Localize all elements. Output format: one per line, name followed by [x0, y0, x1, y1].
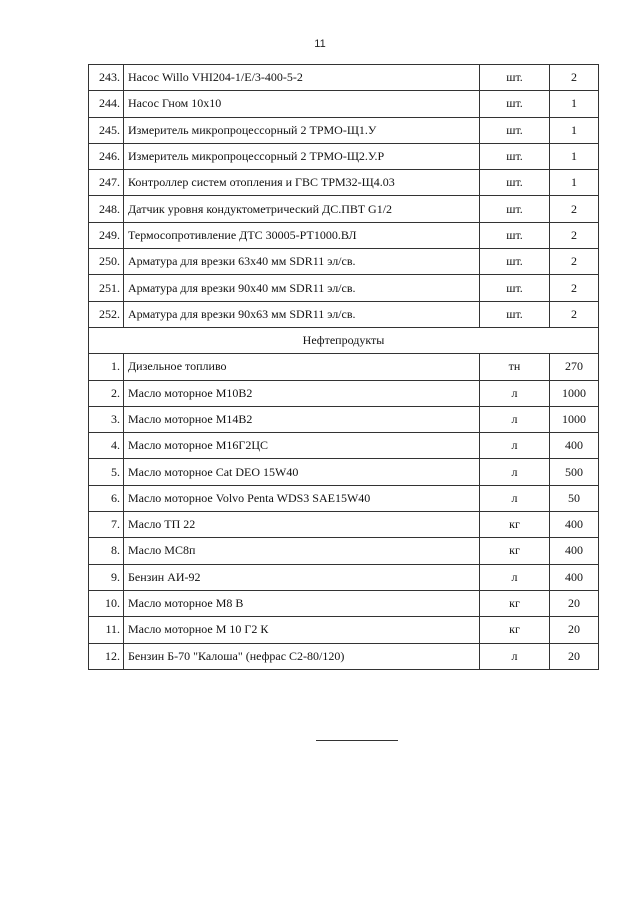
item-quantity: 400: [550, 564, 599, 590]
item-name: Масло моторное М10В2: [124, 380, 480, 406]
item-name: Арматура для врезки 90х40 мм SDR11 эл/св.: [124, 275, 480, 301]
row-number: 12.: [89, 643, 124, 669]
table-row: [89, 538, 599, 564]
row-number: 249.: [89, 222, 124, 248]
item-unit: шт.: [480, 301, 550, 327]
table-row: [89, 643, 599, 669]
item-quantity: 1: [550, 117, 599, 143]
item-unit: кг: [480, 512, 550, 538]
item-quantity: 500: [550, 459, 599, 485]
item-unit: шт.: [480, 275, 550, 301]
item-name: Масло моторное М14В2: [124, 406, 480, 432]
table-row: [89, 249, 599, 275]
item-unit: шт.: [480, 196, 550, 222]
row-number: 6.: [89, 485, 124, 511]
item-name: Термосопротивление ДТС 30005-РТ1000.ВЛ: [124, 222, 480, 248]
item-unit: шт.: [480, 143, 550, 169]
item-unit: шт.: [480, 170, 550, 196]
item-quantity: 1000: [550, 380, 599, 406]
table-row: [89, 459, 599, 485]
table-row: [89, 564, 599, 590]
row-number: 251.: [89, 275, 124, 301]
item-quantity: 2: [550, 196, 599, 222]
item-unit: л: [480, 459, 550, 485]
page-number: 11: [314, 38, 326, 50]
item-unit: л: [480, 433, 550, 459]
table-row: [89, 65, 599, 91]
item-name: Масло моторное М 10 Г2 К: [124, 617, 480, 643]
item-quantity: 1000: [550, 406, 599, 432]
item-quantity: 270: [550, 354, 599, 380]
table-row: [89, 590, 599, 616]
item-name: Масло моторное Cat DEO 15W40: [124, 459, 480, 485]
table-row: [89, 275, 599, 301]
row-number: 7.: [89, 512, 124, 538]
item-name: Дизельное топливо: [124, 354, 480, 380]
row-number: 3.: [89, 406, 124, 432]
item-name: Масло ТП 22: [124, 512, 480, 538]
row-number: 244.: [89, 91, 124, 117]
item-quantity: 2: [550, 65, 599, 91]
item-quantity: 2: [550, 249, 599, 275]
item-name: Масло МС8п: [124, 538, 480, 564]
item-unit: л: [480, 485, 550, 511]
row-number: 252.: [89, 301, 124, 327]
item-unit: кг: [480, 590, 550, 616]
item-name: Насос Willo VHI204-1/E/3-400-5-2: [124, 65, 480, 91]
table-row: [89, 222, 599, 248]
item-unit: шт.: [480, 249, 550, 275]
row-number: 5.: [89, 459, 124, 485]
item-unit: шт.: [480, 65, 550, 91]
item-name: Арматура для врезки 90х63 мм SDR11 эл/св.: [124, 301, 480, 327]
item-name: Измеритель микропроцессорный 2 ТРМО-Щ1.У: [124, 117, 480, 143]
item-unit: л: [480, 564, 550, 590]
item-quantity: 1: [550, 143, 599, 169]
item-quantity: 400: [550, 433, 599, 459]
item-unit: шт.: [480, 117, 550, 143]
row-number: 9.: [89, 564, 124, 590]
item-quantity: 2: [550, 301, 599, 327]
table-row: [89, 512, 599, 538]
table-row: [89, 617, 599, 643]
table-row: [89, 354, 599, 380]
row-number: 248.: [89, 196, 124, 222]
item-name: Датчик уровня кондуктометрический ДС.ПВТ G1/2: [124, 196, 480, 222]
row-number: 247.: [89, 170, 124, 196]
inventory-table: [88, 64, 599, 670]
table-row: [89, 301, 599, 327]
table-row: [89, 485, 599, 511]
table-row: [89, 380, 599, 406]
section-title: Нефтепродукты: [89, 327, 599, 353]
item-quantity: 1: [550, 91, 599, 117]
item-unit: тн: [480, 354, 550, 380]
row-number: 8.: [89, 538, 124, 564]
item-name: Измеритель микропроцессорный 2 ТРМО-Щ2.У.Р: [124, 143, 480, 169]
table-row: [89, 143, 599, 169]
row-number: 243.: [89, 65, 124, 91]
item-quantity: 1: [550, 170, 599, 196]
end-separator-line: [316, 740, 398, 741]
item-unit: шт.: [480, 222, 550, 248]
item-unit: шт.: [480, 91, 550, 117]
item-name: Масло моторное М8 В: [124, 590, 480, 616]
item-name: Контроллер систем отопления и ГВС ТРМ32-Щ4.03: [124, 170, 480, 196]
table-row: [89, 170, 599, 196]
row-number: 11.: [89, 617, 124, 643]
item-unit: кг: [480, 617, 550, 643]
table-row: [89, 433, 599, 459]
row-number: 10.: [89, 590, 124, 616]
row-number: 4.: [89, 433, 124, 459]
item-quantity: 400: [550, 538, 599, 564]
table-row: [89, 196, 599, 222]
item-quantity: 2: [550, 222, 599, 248]
table-row: [89, 406, 599, 432]
section-header-row: [89, 327, 599, 353]
table-row: [89, 91, 599, 117]
item-unit: л: [480, 380, 550, 406]
item-name: Бензин Б-70 "Калоша" (нефрас С2-80/120): [124, 643, 480, 669]
item-name: Масло моторное Volvo Penta WDS3 SAE15W40: [124, 485, 480, 511]
row-number: 245.: [89, 117, 124, 143]
row-number: 246.: [89, 143, 124, 169]
item-quantity: 20: [550, 590, 599, 616]
inventory-table-body: [89, 65, 599, 670]
item-name: Масло моторное М16Г2ЦС: [124, 433, 480, 459]
row-number: 2.: [89, 380, 124, 406]
item-quantity: 50: [550, 485, 599, 511]
item-unit: л: [480, 406, 550, 432]
item-quantity: 2: [550, 275, 599, 301]
item-name: Арматура для врезки 63х40 мм SDR11 эл/св.: [124, 249, 480, 275]
item-name: Бензин АИ-92: [124, 564, 480, 590]
item-unit: кг: [480, 538, 550, 564]
row-number: 1.: [89, 354, 124, 380]
item-quantity: 20: [550, 617, 599, 643]
item-name: Насос Гном 10х10: [124, 91, 480, 117]
table-row: [89, 117, 599, 143]
item-unit: л: [480, 643, 550, 669]
item-quantity: 20: [550, 643, 599, 669]
item-quantity: 400: [550, 512, 599, 538]
row-number: 250.: [89, 249, 124, 275]
